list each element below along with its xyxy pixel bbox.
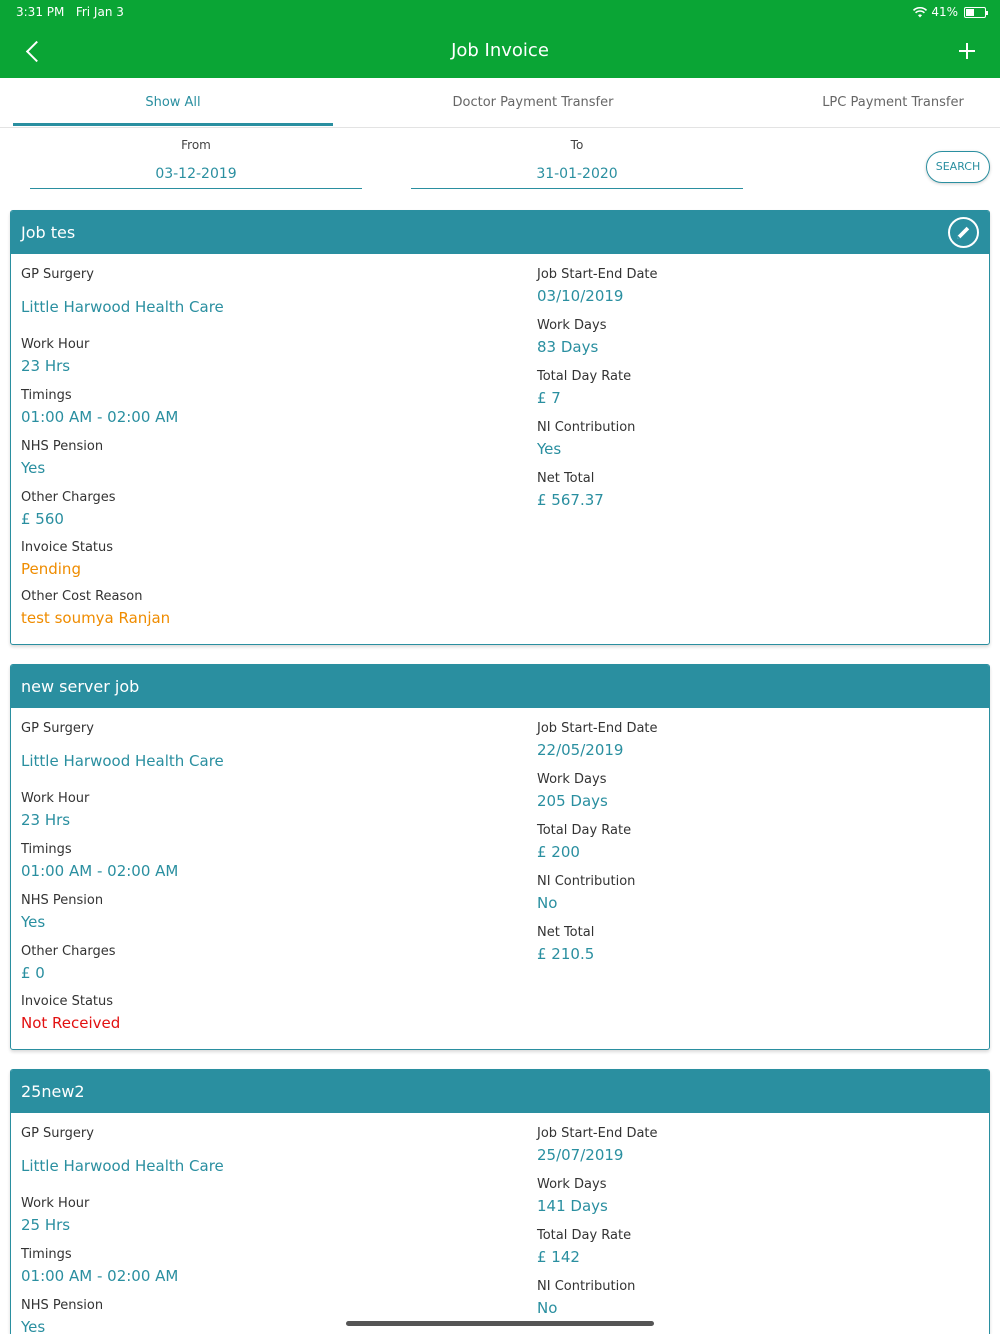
timings-value: 01:00 AM - 02:00 AM — [21, 862, 179, 880]
nav-bar — [0, 24, 1000, 78]
to-date-value[interactable]: 31-01-2020 — [411, 166, 743, 189]
tab-lpc-payment-transfer[interactable]: LPC Payment Transfer — [822, 95, 964, 110]
job-title: Job tes — [21, 223, 76, 242]
work-hour-label: Work Hour — [21, 1196, 90, 1211]
battery-percent: 41% — [931, 5, 958, 19]
from-date-field[interactable] — [30, 138, 362, 189]
plus-icon[interactable] — [950, 34, 984, 68]
job-card — [10, 210, 990, 645]
status-right — [913, 5, 986, 19]
total-day-rate-label: Total Day Rate — [537, 823, 632, 838]
job-dates-label: Job Start-End Date — [537, 1126, 658, 1141]
work-hour-label: Work Hour — [21, 337, 90, 352]
nhs-pension-label: NHS Pension — [21, 893, 104, 908]
other-charges-value: £ 0 — [21, 964, 45, 982]
ni-contribution-value: Yes — [537, 440, 562, 458]
work-days-label: Work Days — [537, 1177, 607, 1192]
invoice-status-value: Pending — [21, 560, 81, 578]
status-time: 3:31 PM Fri Jan 3 — [16, 5, 124, 19]
status-bar — [0, 0, 1000, 24]
other-cost-reason-value: test soumya Ranjan — [21, 609, 171, 627]
job-dates-label: Job Start-End Date — [537, 267, 658, 282]
timings-value: 01:00 AM - 02:00 AM — [21, 1267, 179, 1285]
work-hour-value: 25 Hrs — [21, 1216, 71, 1234]
search-button[interactable]: SEARCH — [926, 151, 990, 183]
work-hour-label: Work Hour — [21, 791, 90, 806]
wifi-icon — [913, 7, 927, 18]
job-dates-value: 22/05/2019 — [537, 741, 624, 759]
net-total-label: Net Total — [537, 925, 595, 940]
job-card-header — [11, 211, 989, 254]
home-indicator — [346, 1321, 654, 1326]
gp-surgery-label: GP Surgery — [21, 267, 94, 282]
tab-doctor-payment-transfer[interactable]: Doctor Payment Transfer — [452, 95, 614, 110]
nhs-pension-value: Yes — [21, 459, 46, 477]
job-card — [10, 1069, 990, 1334]
timings-value: 01:00 AM - 02:00 AM — [21, 408, 179, 426]
gp-surgery-value: Little Harwood Health Care — [21, 752, 224, 770]
active-tab-indicator — [13, 123, 333, 126]
job-title: new server job — [21, 677, 140, 696]
page-title: Job Invoice — [451, 40, 549, 61]
work-days-value: 141 Days — [537, 1197, 608, 1215]
work-days-value: 205 Days — [537, 792, 608, 810]
gp-surgery-label: GP Surgery — [21, 721, 94, 736]
to-label: To — [570, 138, 584, 152]
invoice-status-label: Invoice Status — [21, 540, 114, 555]
nhs-pension-value: Yes — [21, 913, 46, 931]
ni-contribution-value: No — [537, 894, 558, 912]
total-day-rate-value: £ 142 — [537, 1248, 580, 1266]
other-charges-label: Other Charges — [21, 490, 116, 505]
job-card-header — [11, 1070, 989, 1113]
edit-button[interactable] — [948, 217, 979, 248]
job-card — [10, 664, 990, 1050]
timings-label: Timings — [21, 388, 72, 403]
other-cost-reason-label: Other Cost Reason — [21, 589, 143, 604]
work-days-label: Work Days — [537, 318, 607, 333]
battery-icon — [964, 7, 986, 18]
work-days-value: 83 Days — [537, 338, 599, 356]
ni-contribution-label: NI Contribution — [537, 1279, 636, 1294]
net-total-value: £ 210.5 — [537, 945, 595, 963]
total-day-rate-value: £ 200 — [537, 843, 580, 861]
ni-contribution-label: NI Contribution — [537, 874, 636, 889]
work-hour-value: 23 Hrs — [21, 811, 71, 829]
job-card-header — [11, 665, 989, 708]
from-date-value[interactable]: 03-12-2019 — [30, 166, 362, 189]
job-dates-value: 03/10/2019 — [537, 287, 624, 305]
invoice-status-label: Invoice Status — [21, 994, 114, 1009]
to-date-field[interactable] — [411, 138, 743, 189]
tab-bar — [0, 78, 1000, 128]
invoice-status-value: Not Received — [21, 1014, 121, 1032]
net-total-value: £ 567.37 — [537, 491, 604, 509]
nhs-pension-value: Yes — [21, 1318, 46, 1334]
ni-contribution-label: NI Contribution — [537, 420, 636, 435]
gp-surgery-value: Little Harwood Health Care — [21, 1157, 224, 1175]
from-label: From — [181, 138, 211, 152]
work-hour-value: 23 Hrs — [21, 357, 71, 375]
gp-surgery-value: Little Harwood Health Care — [21, 298, 224, 316]
total-day-rate-value: £ 7 — [537, 389, 561, 407]
gp-surgery-label: GP Surgery — [21, 1126, 94, 1141]
tab-show-all[interactable]: Show All — [145, 95, 201, 110]
total-day-rate-label: Total Day Rate — [537, 369, 632, 384]
job-dates-label: Job Start-End Date — [537, 721, 658, 736]
other-charges-label: Other Charges — [21, 944, 116, 959]
timings-label: Timings — [21, 842, 72, 857]
nhs-pension-label: NHS Pension — [21, 1298, 104, 1313]
job-title: 25new2 — [21, 1082, 85, 1101]
job-dates-value: 25/07/2019 — [537, 1146, 624, 1164]
work-days-label: Work Days — [537, 772, 607, 787]
pencil-icon — [956, 225, 971, 240]
timings-label: Timings — [21, 1247, 72, 1262]
nhs-pension-label: NHS Pension — [21, 439, 104, 454]
total-day-rate-label: Total Day Rate — [537, 1228, 632, 1243]
net-total-label: Net Total — [537, 471, 595, 486]
other-charges-value: £ 560 — [21, 510, 64, 528]
ni-contribution-value: No — [537, 1299, 558, 1317]
